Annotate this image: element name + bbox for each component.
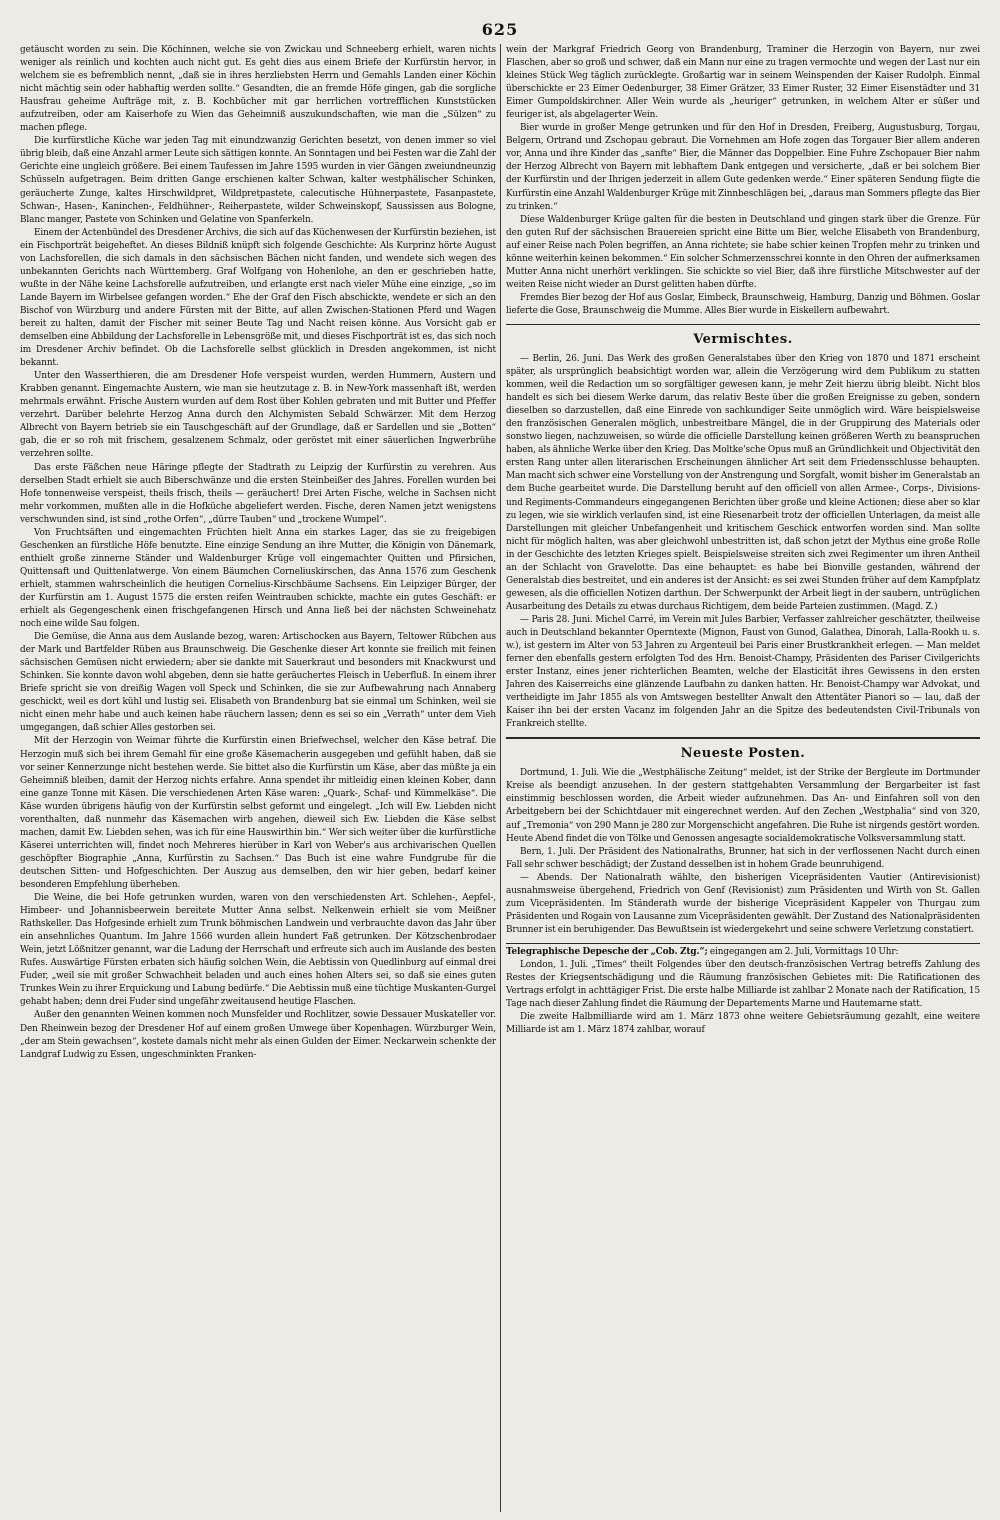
article-paragraph: Außer den genannten Weinen kommen noch Munsfelder und Rochlitzer, sowie Dessauer Muskateller vor. Den Rheinwein bezog der Dresdener Hof auf einem großen Umwege über Kopenhagen. Würzburger Wein, „der am Stein gewachsen“, kostete damals nicht mehr als einen Gulden der Eimer. Neckarwein schenkte der Landgraf Ludwig zu Essen, ungeschminkten Franken- [20,1010,496,1060]
telegraph-subtitle: eingegangen am 2. Juli, Vormittags 10 Uhr: [707,946,899,957]
news-item: Die zweite Halbmilliarde wird am 1. März 1873 ohne weitere Gebietsräumung gezahlt, eine weitere Milliarde ist am 1. März 1874 zahlbar, worauf [506,1012,980,1036]
news-item: Dortmund, 1. Juli. Wie die „Westphälische Zeitung“ meldet, ist der Strike der Bergleute im Dortmunder Kreise als beendigt anzusehen. In der gestern stattgehabten Versammlung der Bergarbeiter ist fast einstimmig beschlossen worden, die Arbeit wieder aufzunehmen. Das An- und Einfahren soll von den Arbeitgebern bei der Schichtdauer mit eingerechnet werden. Auf den Zechen „Westphalia“ sind von 320, auf „Tremonia“ von 290 Mann je 280 zur Morgenschicht angefahren. Die Ruhe ist nirgends gestört worden. Heute Abend findet die von Tölke und Genossen angesagte socialdemokratische Volksversammlung statt. [506,768,980,844]
left-column [20,44,496,1512]
page-number: 625 [481,20,519,39]
article-paragraph: Mit der Herzogin von Weimar führte die Kurfürstin einen Briefwechsel, welcher den Käse betraf. Die Herzogin muß sich bei ihrem Gemahl für eine große Käsemacherin ausgegeben und gefühlt haben, daß sie vor seiner Kennerzunge nicht bestehen werde. Sie bittet also die Kurfürstin um Käse, aber das müßte ja ein Geheimniß bleiben, damit der Herzog nichts erfahre. Anna spendet ihr mitleidig einen kleinen Kober, dann eine ganze Tonne mit Käsen. Die verschiedenen Arten Käse waren: „Quark-, Schaf- und Kümmelkäse“. Die Käse wurden übrigens häufig von der Kurfürstin selbst geformt und eingelegt. „Ich will Ew. Liebden nicht vorenthalten, daß nunmehr das Käsemachen wirb angehen, dieweil sich Ew. Liebden die Käse selbst machen, damit Ew. Liebden sehen, was ich für eine Hauswirthin bin.“ Wer sich weiter über die kurfürstliche Käserei unterrichten will, findet noch Mehreres hierüber in Karl von Weber's aus archivarischen Quellen geschöpfter Biographie „Anna, Kurfürstin zu Sachsen.“ Das Buch ist eine wahre Fundgrube für die deutschen Sitten- und Hofgeschichten. Der Auszug aus demselben, den wir hier geben, bedarf keiner besonderen Empfehlung überheben. [20,736,496,890]
article-paragraph: Die kurfürstliche Küche war jeden Tag mit einundzwanzig Gerichten besetzt, von denen immer so viel übrig bleib, daß eine Anzahl armer Leute sich sättigen konnte. An Sonntagen und bei Festen war die Zahl der Gerichte eine ungleich größere. Bei einem Taufessen im Jahre 1595 wurden in vier Gängen zweiundneunzig Schüsseln aufgetragen. Beim dritten Gange erschienen kalter Schwan, kalter westphälischer Schinken, geräucherte Zunge, kaltes Hirschwildpret, Wildpretpastete, calecutische Hühnerpastete, Fasanpastete, Schwan-, Hasen-, Kaninchen-, Feldhühner-, Reiherpastete, wilder Schweinskopf, Saussissen aus Bologne, Blanc manger, Pastete von Schinken und Gelatine von Spanferkeln. [20,136,496,225]
article-paragraph: Einem der Actenbündel des Dresdener Archivs, die sich auf das Küchenwesen der Kurfürstin beziehen, ist ein Fischporträt beigeheftet. An dieses Bildniß knüpft sich folgende Geschichte: Als Kurprinz hörte August von Lachsforellen, die sich damals in den sächsischen Bächen nicht fanden, und wendete sich wegen des unbekannten Gerichts nach Württemberg. Graf Wolfgang von Hohenlohe, an den er geschrieben hatte, wußte in der Nähe keine Lachsforelle aufzutreiben, und erlangte erst nach vieler Mühe eine einzige, „so im Lande Bayern im Wirbelsee gefangen worden.“ Ehe der Graf den Fisch abschickte, wendete er sich an den Bischof von Würzburg und andere Fürsten mit der Bitte, auf allen Zwischen-Stationen Pferd und Wagen bereit zu halten, damit der Fischer mit seiner Beute Tag und Nacht reisen könne. Aus Vorsicht gab er demselben eine Abbildung der Lachsforelle in Lebensgröße mit, und dieses Fischporträt ist es, das sich noch im Dresdener Archiv befindet. Ob die Lachsforelle selbst glücklich in Dresden angekommen, ist nicht bekannt. [20,227,496,369]
article-paragraph: Unter den Wasserthieren, die am Dresdener Hofe verspeist wurden, werden Hummern, Austern und Krabben genannt. Eingemachte Austern, wie man sie heutzutage z. B. in New-York massenhaft ißt, werden mehrmals erwähnt. Frische Austern wurden auf dem Rost über Kohlen gebraten und mit Butter und Pfeffer verzehrt. Darüber belehrte Herzog Anna durch den Alchymisten Sebald Schwärzer. Mit dem Herzog Albrecht von Bayern betrieb sie ein Tauschgeschäft auf der Grundlage, daß er Sardellen und sie „Botten“ gab, die er so roh mit frischem, gesalzenem Schmalz, oder geröstet mit einer säuerlichen Ingwerbrühe verzehren sollte. [20,371,496,460]
telegraph-heading [506,946,980,959]
news-item: — Paris 28. Juni. Michel Carré, im Verein mit Jules Barbier, Verfasser zahlreicher geschätzter, theilweise auch in Deutschland bekannter Operntexte (Mignon, Faust von Gunod, Galathea, Dinorah, Lalla-Rookh u. s. w.), ist gestern im Alter von 53 Jahren zu Argenteuil bei Paris einer Brustkrankheit erlegen. — Man meldet ferner den ebenfalls gestern erfolgten Tod des Hrn. Benoist-Champy, Präsidenten des Pariser Civilgerichts erster Instanz, eines jener richterlichen Beamten, welche der Elasticität ihres Gewissens in den ersten Jahren des Kaiserreichs eine glänzende Laufbahn zu danken hatten. Hr. Benoist-Champy war Advokat, und vertheidigte im Jahr 1855 als von Amtswegen bestellter Anwalt den Attentäter Pianori so — lau, daß der Kaiser ihn bei der ersten Vacanz im folgenden Jahr an die Spitze des bedeutendsten Civil-Tribunals von Frankreich stellte. [506,614,980,730]
article-paragraph: Diese Waldenburger Krüge galten für die besten in Deutschland und gingen stark über die Grenze. Für den guten Ruf der sächsischen Brauereien spricht eine Bitte um Bier, welche Elisabeth von Brandenburg, auf einer Reise nach Polen begriffen, an Anna richtete; sie habe schier keinen Tropfen mehr zu trinken und könne weiterhin keinen bekommen.“ Ein solcher Schmerzensschrei konnte in den Ohren der aufmerksamen Mutter Anna nicht unerhört verklingen. Sie schickte so viel Bier, daß ihre fürstliche Mitschwester auf der weiten Reise nicht wieder an Durst gelitten haben dürfte. [506,214,980,290]
section-rule [506,324,980,325]
news-item: London, 1. Juli. „Times“ theilt Folgendes über den deutsch-französischen Vertrag betreffs Zahlung des Restes der Kriegsentschädigung und die Räumung französischen Gebietes mit: Die Ratificationen des Vertrags erfolgt in achttägiger Frist. Die erste halbe Milliarde ist zahlbar 2 Monate nach der Ratification, 15 Tage nach dieser Zahlung findet die Räumung der Departements Marne und Hautemarne statt. [506,960,980,1010]
section-rule [506,737,980,739]
article-paragraph: Von Fruchtsäften und eingemachten Früchten hielt Anna ein starkes Lager, das sie zu freigebigen Geschenken an fürstliche Höfe benutzte. Eine einzige Sendung an ihre Mutter, die Königin von Dänemark, enthielt große zinnerne Ständer und Waldenburger Krüge voll eingemachter Quitten und Pfirsichen, Quittensaft und Quittenlatwerge. Von einem Bäumchen Corneliuskirschen, das Anna 1576 zum Geschenk erhielt, stammen wahrscheinlich die heutigen Cornelius-Kirschbäume Sachsens. Ein Leipziger Bürger, der der Kurfürstin am 1. August 1575 die ersten reifen Weintrauben schickte, machte ein gutes Geschäft: er erhielt als Gegengeschenk einen frischgefangenen Hirsch und Anna ließ bei der nächsten Schweinehatz noch eine wilde Sau folgen. [20,527,496,630]
telegraph-title: Telegraphische Depesche der „Cob. Ztg.“; [506,946,708,957]
news-item: — Abends. Der Nationalrath wählte, den bisherigen Vicepräsidenten Vautier (Antirevisionist) ausnahmsweise übergehend, Friedrich von Genf (Revisionist) zum Präsidenten und Wirth von St. Gallen zum Vicepräsidenten. Im Ständerath wurde der bisherige Vicepräsident Kappeler von Thurgau zum Präsidenten und Rogain von Lausanne zum Vicepräsidenten gewählt. Der Zustand des Nationalpräsidenten Brunner ist ein beruhigender. Das Bewußtsein ist wiedergekehrt und seine schwere Verletzung constatiert. [506,872,980,935]
section-rule [506,943,980,944]
article-paragraph: Das erste Fäßchen neue Häringe pflegte der Stadtrath zu Leipzig der Kurfürstin zu verehren. Aus derselben Stadt erhielt sie auch Biberschwänze und die ersten Steinbeißer des Jahres. Forellen wurden bei Hofe tonnenweise verspeist, theils frisch, theils — geräuchert! Drei Arten Fische, welche in Sachsen nicht mehr vorkommen, mußten alle in die Hofküche abgeliefert werden. Fische, deren Namen jetzt wenigstens verschwunden sind, ist sind „rothe Orfen“, „dürre Tauben“ und „trockene Wumpel“. [20,462,496,525]
article-paragraph: getäuscht worden zu sein. Die Köchinnen, welche sie von Zwickau und Schneeberg erhielt, waren nichts weniger als reinlich und kochten auch nicht gut. Es geht dies aus einem Briefe der Kurfürstin hervor, in welchem sie es befremblich nennt, „daß sie in ihres herzliebsten Herrn und Gemahls Landen einer Köchin nicht mächtig sein oder habhaftig werden sollte.“ Gesandten, die an fremde Höfe gingen, gab die sorgliche Hausfrau geheime Aufträge mit, z. B. Kochbücher mit gar herrlichen vortrefflichen Kunststücken aufzutreiben, oder am Kaiserhofe zu Wien das Geheimniß auszukundschaften, wie man die „Sülzen“ zu machen pflege. [20,45,496,134]
section-heading-neueste-posten: Neueste Posten. [680,746,806,762]
column-divider [500,44,501,1512]
article-paragraph: Fremdes Bier bezog der Hof aus Goslar, Eimbeck, Braunschweig, Hamburg, Danzig und Böhmen. Goslar lieferte die Gose, Braunschweig die Mumme. Alles Bier wurde in Eiskellern aufbewahrt. [506,292,980,316]
right-column [506,44,980,1512]
article-paragraph: Die Weine, die bei Hofe getrunken wurden, waren von den verschiedensten Art. Schlehen-, Aepfel-, Himbeer- und Johannisbeerwein bereitete Mutter Anna selbst. Nelkenwein erhielt sie vom Meißner Rathskeller. Das Hofgesinde erhielt zum Trunk böhmischen Landwein und verbrauchte davon das Jahr über ein ansehnliches Quantum. Im Jahre 1566 wurden allein hundert Faß getrunken. Der Kötzschenbrodaer Wein, jetzt Lößnitzer genannt, war die Ladung der Herrschaft und erfreute sich auch im Auslande des besten Rufes. Auswärtige Fürsten erbaten sich häufig solchen Wein, die Aebtissin von Quedlinburg auf einmal drei Fuder, „weil sie mit großer Schwachheit beladen und auch eines hohen Alters sei, so daß sie eines guten Trunkes Wein zu ihrer Erquickung und Labung bedürfe.“ Die Aebtissin muß eine tüchtige Muskanten-Gurgel gehabt haben; denn drei Fuder sind ungefähr zweitausend heutige Flaschen. [20,893,496,1008]
news-item: Bern, 1. Juli. Der Präsident des Nationalraths, Brunner, hat sich in der verflossenen Nacht durch einen Fall sehr schwer beschädigt; der Zustand desselben ist in hohem Grade beunruhigend. [506,846,980,870]
news-item: — Berlin, 26. Juni. Das Werk des großen Generalstabes über den Krieg von 1870 und 1871 erscheint später, als ursprünglich beabsichtigt worden war, allein die Verzögerung wird dem Publikum zu statten kommen, weil die Redaction um so sorgfältiger gewesen kann, je mehr Zeit hierzu übrig bleibt. Nicht blos handelt es sich bei diesem Werke darum, das relativ Beste über die großen Ereignisse zu geben, sondern dieselben so darzustellen, daß eine Einrede von sachkundiger Seite unmöglich wird. Wäre beispielsweise den französischen Generalen möglich, unbestreitbare Mängel, die in der Gruppirung des Materials oder sonstwo liegen, nachzuweisen, so würde die officielle Darstellung keinen größeren Werth zu beanspruchen haben, als ähnliche Werke über den Krieg. Das Moltke'sche Opus muß an Gründlichkeit und Objectivität den ersten Rang unter allen literarischen Erscheinungen ähnlicher Art seit dem Friedensschlusse behaupten. Man macht sich schwer eine Vorstellung von der Anstrengung und Sorgfalt, womit bisher im Generalstab an dem Buche gearbeitet wurde. Die Darstellung beruht auf den officiell von allen Armee-, Corps-, Divisions- und Regiments-Commandeurs eingegangenen Berichten über große und kleine Actionen; diese aber so klar zu legen, wie sie wirklich verlaufen sind, ist eine Riesenarbeit trotz der officiellen Unterlagen, da meist alle Darstellungen mit gleicher Unbefangenheit und kritischem Geschick entworfen worden sind. Man sollte nicht für möglich halten, was aber gleichwohl unbestritten ist, daß schon jetzt der Mythus eine große Rolle in der Geschichte des letzten Krieges spielt. Beispielsweise streiten sich zwei Regimenter um ihren Antheil an der Schlacht von Gravelotte. Das eine behauptet: es habe bei Bionville gestanden, während der Generalstab dies bestreitet, und ein anderes ist der Ansicht: es sei zwei Stunden früher auf dem Kampfplatz gewesen, als die officiellen Notizen darthun. Der Schwerpunkt der Arbeit liegt in der saubern, untrüglichen Ausarbeitung des Details zu etwas durchaus Richtigem, dem beide Parteien zustimmen. (Magd. Z.) [506,353,980,612]
section-heading-vermischtes: Vermischtes. [693,331,793,347]
article-paragraph: Bier wurde in großer Menge getrunken und für den Hof in Dresden, Freiberg, Augustusburg, Torgau, Belgern, Ortrand und Zschopau gebraut. Die Vornehmen am Hofe zogen das Torgauer Bier allem anderen vor, Anna und ihre Kinder das „sanfte“ Bier, die Männer das Doppelbier. Eine Fuhre Zschopauer Bier nahm der Herzog Albrecht von Bayern mit lebhaftem Dank entgegen und versicherte, „daß er bei solchem Bier der Kurfürstin und der Ihrigen jederzeit in allem Gute gedenken werde.“ Einer späteren Sendung fügte die Kurfürstin eine Anzahl Waldenburger Krüge mit Zinnbeschlägen bei, „daraus man Sommers pflegte das Bier zu trinken.“ [506,123,980,212]
article-paragraph: wein der Markgraf Friedrich Georg von Brandenburg, Traminer die Herzogin von Bayern, nur zwei Flaschen, aber so groß und schwer, daß ein Mann nur eine zu tragen vermochte und wegen der Last nur ein kleines Stück Weg täglich zurücklegte. Großartig war in seinem Weinspenden der Kaiser Rudolph. Einmal überschickte er 23 Eimer Oedenburger, 38 Eimer Grätzer, 33 Eimer Ruster, 32 Eimer Eisenstädter und 31 Eimer Gumpoldskirchner. Aller Wein wurde als „heuriger“ getrunken, in welchem Alter er süßer und feuriger ist, als abgelagerter Wein. [506,45,980,121]
article-paragraph: Die Gemüse, die Anna aus dem Auslande bezog, waren: Artischocken aus Bayern, Teltower Rübchen aus der Mark und Bartfelder Rüben aus Braunschweig. Die Geschenke dieser Art konnte sie freilich mit feinen sächsischen Gemüsen nicht erwiedern; aber sie dankte mit Sauerkraut und besonders mit Knackwurst und Schinken. Sie konnte davon wohl abgeben, denn sie hatte geräuchertes Fleisch in Ueberfluß. In einem ihrer Briefe spricht sie von dreißig Wagen voll Speck und Schinken, die sie zur Aufbewahrung nach Annaberg geschickt, weil es dort kühl und lustig sei. Elisabeth von Brandenburg bat sie einmal um Schinken, weil sie nicht einen mehr habe und auch keinen habe räuchern lassen; denn es sei so ein „Verrath“ unter dem Vieh umgegangen, daß schier Alles gestorben sei. [20,632,496,734]
